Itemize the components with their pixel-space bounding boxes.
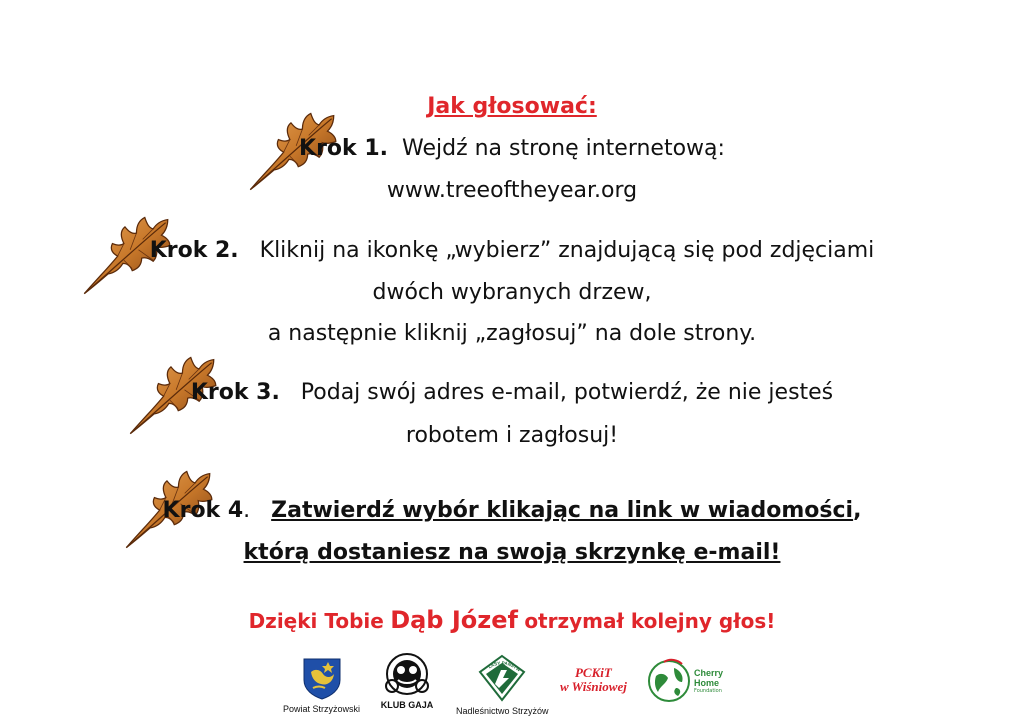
- step-2-line-3: [0, 320, 1024, 348]
- coat-of-arms-icon: [301, 656, 343, 700]
- logo-caption: Powiat Strzyżowski: [283, 704, 361, 714]
- pckit-line-1: PCKiT: [574, 665, 612, 680]
- logo-caption: KLUB GAJA: [380, 700, 434, 710]
- step-3-label: Krok 3.: [190, 380, 280, 405]
- step-4-text: którą dostaniesz na swoją skrzynkę e-mail!: [243, 540, 781, 565]
- pckit-line-2: w Wiśniowej: [560, 679, 627, 694]
- step-2-text: Kliknij na ikonkę „wybierz” znajdującą się pod zdjęciami: [259, 238, 875, 263]
- step-1-text: Wejdź na stronę internetową:: [402, 136, 725, 161]
- thanks-part-2: otrzymał kolejny głos!: [524, 609, 776, 633]
- page-title: Jak głosować:: [427, 94, 597, 119]
- step-3-line-1: [0, 379, 1024, 407]
- step-1-line-2: [0, 177, 1024, 205]
- logo-caption: Nadleśnictwo Strzyżów: [456, 706, 549, 716]
- step-3-text: Podaj swój adres e-mail, potwierdź, że nie jesteś: [300, 380, 834, 405]
- cherry-line-2: Home: [694, 678, 720, 688]
- step-4-label-dot: .: [243, 498, 251, 523]
- logo-cherry-home: [646, 658, 723, 704]
- tree-name: Dąb Józef: [390, 606, 518, 634]
- logo-nadlesnictwo: [456, 654, 549, 716]
- step-4-comma: ,: [853, 498, 862, 523]
- step-1-line-1: [0, 135, 1024, 163]
- step-2-label: Krok 2.: [149, 238, 239, 263]
- step-4-label: Krok 4: [162, 498, 244, 523]
- cherry-text-block: [694, 668, 723, 694]
- cherry-line-1: Cherry: [694, 668, 724, 678]
- step-1-label: Krok 1.: [299, 136, 388, 161]
- logo-pckit: [560, 666, 627, 694]
- thanks-part-1: Dzięki Tobie: [248, 609, 384, 633]
- step-2-line-2: [0, 279, 1024, 307]
- logo-klub-gaja: [380, 652, 434, 710]
- lasy-ring-text: LASY PAŃSTW: [487, 660, 522, 673]
- step-3-line-2: [0, 422, 1024, 450]
- website-url[interactable]: www.treeoftheyear.org: [386, 178, 638, 203]
- step-2-text: a następnie kliknij „zagłosuj” na dole strony.: [267, 321, 757, 346]
- cherry-line-3: Foundation: [694, 688, 722, 694]
- step-2-text: dwóch wybranych drzew,: [372, 280, 652, 305]
- step-4-line-1: [0, 497, 1024, 525]
- step-4-line-2: [0, 539, 1024, 567]
- step-2-line-1: [0, 237, 1024, 265]
- step-4-text: Zatwierdź wybór klikając na link w wiadomości: [271, 498, 854, 523]
- lasy-panstwowe-logo-icon: [477, 654, 527, 702]
- heading-line: [0, 93, 1024, 121]
- globe-icon: [646, 658, 692, 704]
- klub-gaja-logo-icon: [380, 652, 434, 700]
- logo-powiat: [283, 656, 360, 714]
- step-3-text: robotem i zagłosuj!: [405, 423, 619, 448]
- thanks-line: [0, 606, 1024, 635]
